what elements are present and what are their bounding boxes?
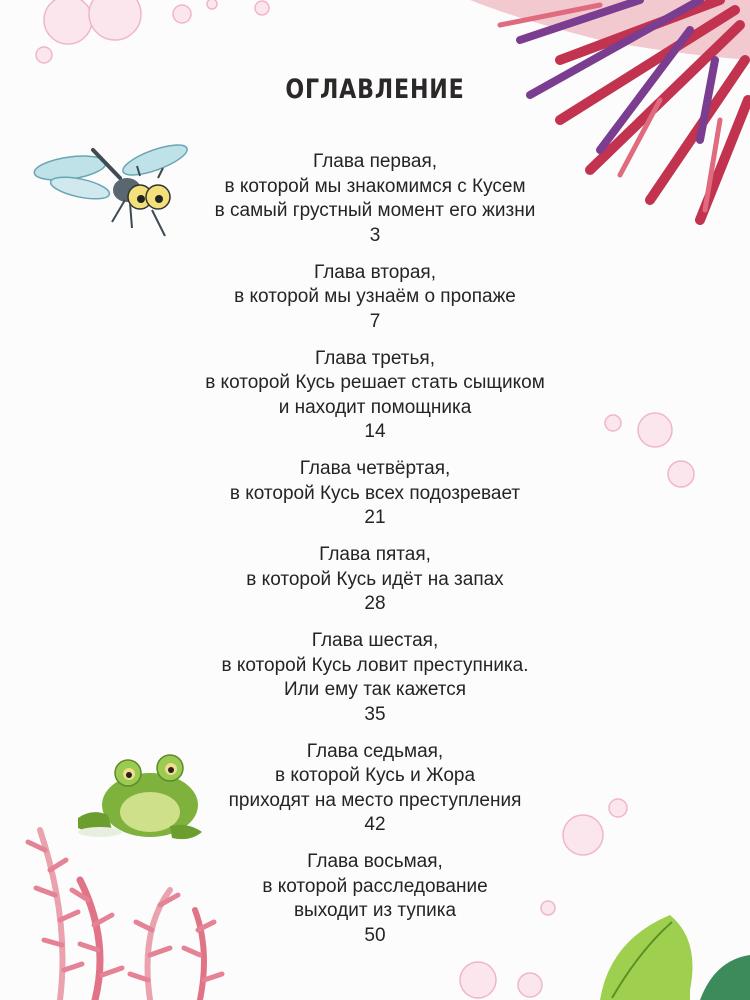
chapter-page-number: 42 [364,814,386,835]
chapter-subtitle-line: в которой Кусь и Жора [274,765,476,786]
chapter-title: Глава четвёртая, [299,458,451,479]
toc-entry [175,543,575,617]
toc-entry [175,740,575,838]
chapter-page-number: 21 [364,507,386,528]
table-of-contents [175,150,575,961]
chapter-title: Глава пятая, [319,544,431,565]
dragonfly [33,139,191,236]
toc-entry [175,261,575,335]
chapter-subtitle-line: выходит из тупика [293,900,457,921]
chapter-subtitle-line: в которой Кусь всех подозревает [229,482,521,504]
chapter-subtitle-line: приходят на место преступления [228,789,522,811]
chapter-title: Глава третья, [315,347,435,369]
chapter-subtitle-line: в которой Кусь идёт на запах [246,568,504,590]
chapter-page-number: 35 [364,703,386,725]
toc-entry [175,850,575,948]
chapter-subtitle-line: в которой мы узнаём о пропаже [234,286,516,307]
chapter-page-number: 50 [364,924,386,946]
chapter-subtitle-line: и находит помощника [278,396,472,418]
green-leaf [600,915,750,1000]
chapter-page-number: 7 [369,310,381,332]
pink-bubbles-top [36,0,269,63]
page-title: ОГЛАВЛЕНИЕ [285,74,465,105]
chapter-subtitle-line: Или ему так кажется [283,679,467,700]
chapter-subtitle-line: в которой Кусь ловит преступника. [221,654,529,676]
chapter-page-number: 28 [364,593,386,614]
toc-entry [175,150,575,248]
chapter-subtitle-line: в самый грустный момент его жизни [214,200,536,221]
chapter-title: Глава восьмая, [307,851,443,872]
chapter-title: Глава шестая, [311,630,439,651]
chapter-title: Глава седьмая, [306,740,444,762]
chapter-title: Глава первая, [312,151,438,172]
toc-entry [175,347,575,445]
toc-entry [175,629,575,727]
chapter-subtitle-line: в которой мы знакомимся с Кусем [224,175,526,197]
chapter-subtitle-line: в которой расследование [262,875,488,897]
chapter-subtitle-line: в которой Кусь решает стать сыщиком [205,372,545,393]
chapter-title: Глава вторая, [313,261,437,283]
toc-entry [175,457,575,531]
chapter-page-number: 3 [369,224,381,246]
chapter-page-number: 14 [364,421,386,442]
